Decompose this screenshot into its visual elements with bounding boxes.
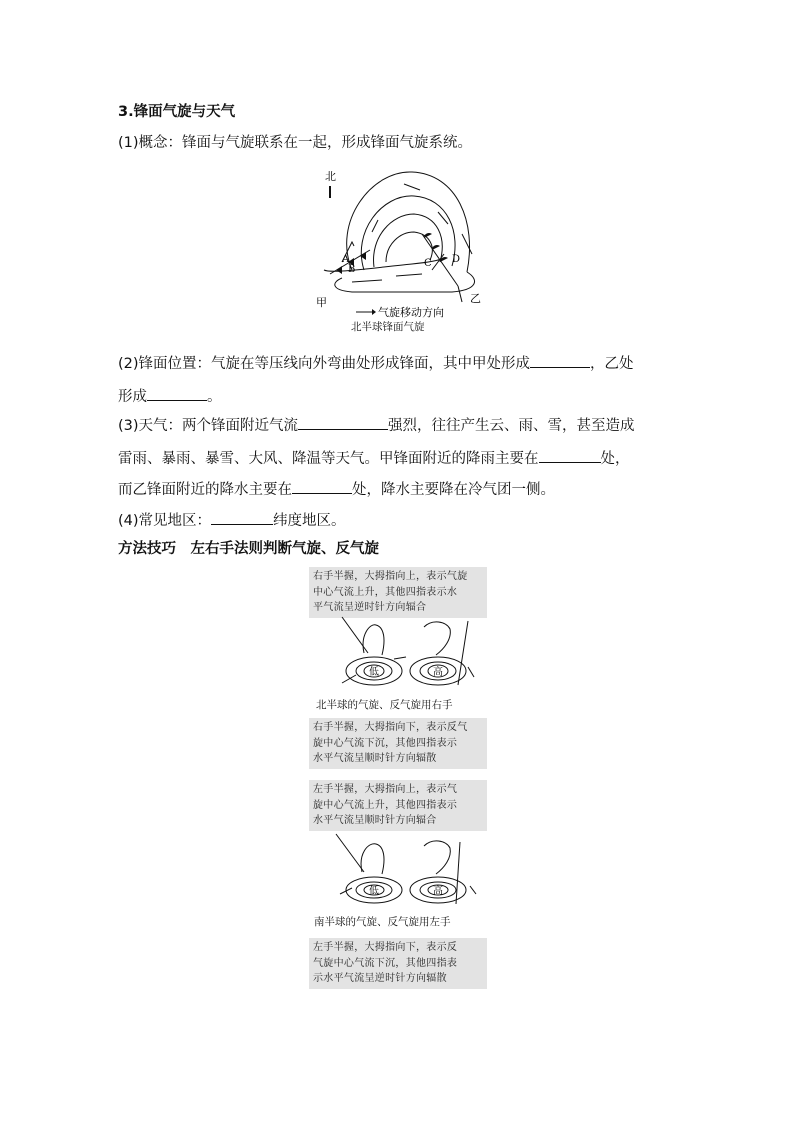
position-text-a: (2)锋面位置：气旋在等压线向外弯曲处形成锋面，其中甲处形成	[118, 356, 531, 372]
region-text: (4)常见地区：	[118, 513, 212, 529]
frontal-cyclone-diagram	[312, 162, 488, 338]
weather-line-1	[118, 413, 635, 436]
low-pressure-label: 低	[369, 667, 379, 678]
answer-blank-latitude	[211, 508, 273, 525]
answer-blank-yi	[147, 384, 207, 401]
low-pressure-label-south: 低	[369, 886, 379, 897]
north-label: 北	[325, 170, 336, 183]
yi-label: 乙	[470, 292, 481, 305]
weather-text-a-end: 强烈，往往产生云、雨、雪，甚至造成	[388, 418, 635, 434]
weather-text-c-end: 处，降水主要降在冷气团一侧。	[352, 482, 555, 498]
weather-text-b: 雷雨、暴雨、暴雪、大风、降温等天气。甲锋面附近的降雨主要在	[118, 451, 539, 467]
region-text-end: 纬度地区。	[273, 513, 346, 529]
legend-arrow-head	[372, 309, 376, 315]
jia-label: 甲	[316, 296, 327, 309]
weather-line-2	[118, 446, 630, 469]
answer-blank-jia-rain	[539, 446, 601, 463]
position-line-1	[118, 351, 634, 374]
section-title: 3.锋面气旋与天气	[118, 104, 236, 120]
weather-text-c: 而乙锋面附近的降水主要在	[118, 482, 292, 498]
position-text-b-end: 。	[207, 389, 222, 405]
southern-hands-illustration	[320, 832, 480, 908]
weather-text-b-end: 处，	[600, 451, 630, 467]
note-right-hand-up: 右手半握，大拇指向上，表示气旋 中心气流上升，其他四指表示水 平气流呈逆时针方向辐合	[309, 567, 487, 618]
high-pressure-label-south: 高	[433, 886, 443, 897]
note-right-hand-down: 右手半握，大拇指向下，表示反气 旋中心气流下沉，其他四指表示 水平气流呈顺时针方向辐散	[309, 718, 487, 769]
answer-blank-yi-rain	[292, 477, 352, 494]
northern-hands-illustration	[320, 615, 480, 693]
weather-text-a: (3)天气：两个锋面附近气流	[118, 418, 299, 434]
position-text-a-end: ，乙处	[590, 356, 634, 372]
answer-blank-jia	[530, 351, 590, 368]
position-text-b: 形成	[118, 389, 147, 405]
legend-label: 气旋移动方向	[378, 306, 444, 319]
concept-text: (1)概念：锋面与气旋联系在一起，形成锋面气旋系统。	[118, 135, 473, 151]
point-d-label: D	[452, 254, 461, 265]
point-c-label: C	[424, 258, 432, 269]
note-left-hand-down: 左手半握，大拇指向下，表示反 气旋中心气流下沉，其他四指表 示水平气流呈逆时针方向辐散	[309, 938, 487, 989]
high-pressure-label: 高	[433, 667, 443, 678]
point-b-label: B	[348, 264, 356, 275]
region-line	[118, 508, 346, 531]
point-a-label: A	[342, 254, 350, 265]
note-left-hand-up: 左手半握，大拇指向上，表示气 旋中心气流上升，其他四指表示 水平气流呈顺时针方向辐合	[309, 780, 487, 831]
position-line-2	[118, 384, 222, 407]
method-heading: 方法技巧 左右手法则判断气旋、反气旋	[118, 541, 379, 557]
caption-northern: 北半球的气旋、反气旋用右手	[316, 699, 453, 711]
weather-line-3	[118, 477, 555, 500]
caption-southern: 南半球的气旋、反气旋用左手	[314, 916, 451, 928]
figure1-caption: 北半球锋面气旋	[351, 321, 425, 333]
answer-blank-airflow	[298, 413, 388, 430]
